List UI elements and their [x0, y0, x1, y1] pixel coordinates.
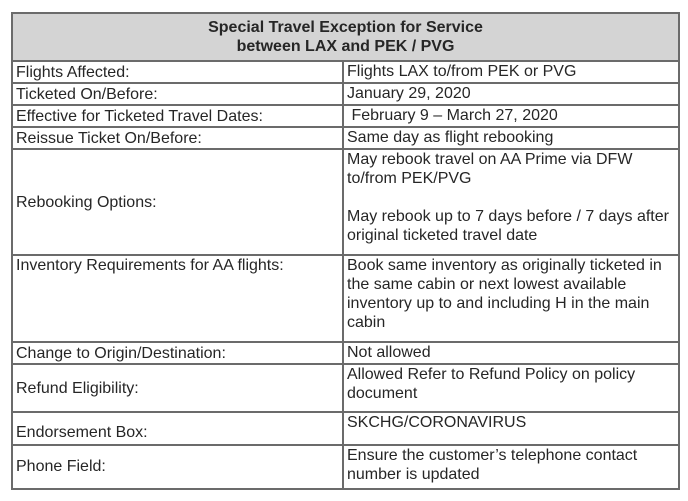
row-value: Allowed Refer to Refund Policy on policy document [343, 364, 679, 412]
table-row [12, 364, 679, 412]
row-value: Not allowed [343, 342, 679, 364]
row-value: February 9 – March 27, 2020 [343, 105, 679, 127]
row-value: Same day as flight rebooking [343, 127, 679, 149]
table-row [12, 83, 679, 105]
title-row [12, 13, 679, 61]
row-value: SKCHG/CORONAVIRUS [343, 412, 679, 445]
row-value: Ensure the customer’s telephone contact number is updated [343, 445, 679, 489]
title-line-2: between LAX and PEK / PVG [236, 38, 455, 56]
table-row [12, 127, 679, 149]
table-row [12, 61, 679, 83]
table-row [12, 445, 679, 489]
row-label: Effective for Ticketed Travel Dates: [12, 105, 343, 127]
row-value: January 29, 2020 [343, 83, 679, 105]
row-label: Inventory Requirements for AA flights: [12, 255, 343, 342]
row-value: Book same inventory as originally ticketed in the same cabin or next lowest available inventory up to and including H in the main cabin [343, 255, 679, 342]
table-title [12, 13, 679, 61]
rebooking-option-1: May rebook travel on AA Prime via DFW to/from PEK/PVG [347, 151, 633, 188]
row-label: Phone Field: [12, 445, 343, 489]
row-label: Change to Origin/Destination: [12, 342, 343, 364]
table-row [12, 412, 679, 445]
table-row [12, 149, 679, 255]
row-value: Flights LAX to/from PEK or PVG [343, 61, 679, 83]
row-label: Refund Eligibility: [12, 364, 343, 412]
row-label: Ticketed On/Before: [12, 83, 343, 105]
title-line-1: Special Travel Exception for Service [208, 19, 483, 37]
table-row [12, 255, 679, 342]
table-row [12, 342, 679, 364]
row-label: Endorsement Box: [12, 412, 343, 445]
paragraph-gap [347, 188, 675, 207]
row-value [343, 149, 679, 255]
table-row [12, 105, 679, 127]
row-label: Rebooking Options: [12, 149, 343, 255]
exception-notice [11, 12, 678, 490]
row-label: Flights Affected: [12, 61, 343, 83]
exception-table [11, 12, 680, 490]
rebooking-option-2: May rebook up to 7 days before / 7 days after original ticketed travel date [347, 208, 669, 245]
row-label: Reissue Ticket On/Before: [12, 127, 343, 149]
